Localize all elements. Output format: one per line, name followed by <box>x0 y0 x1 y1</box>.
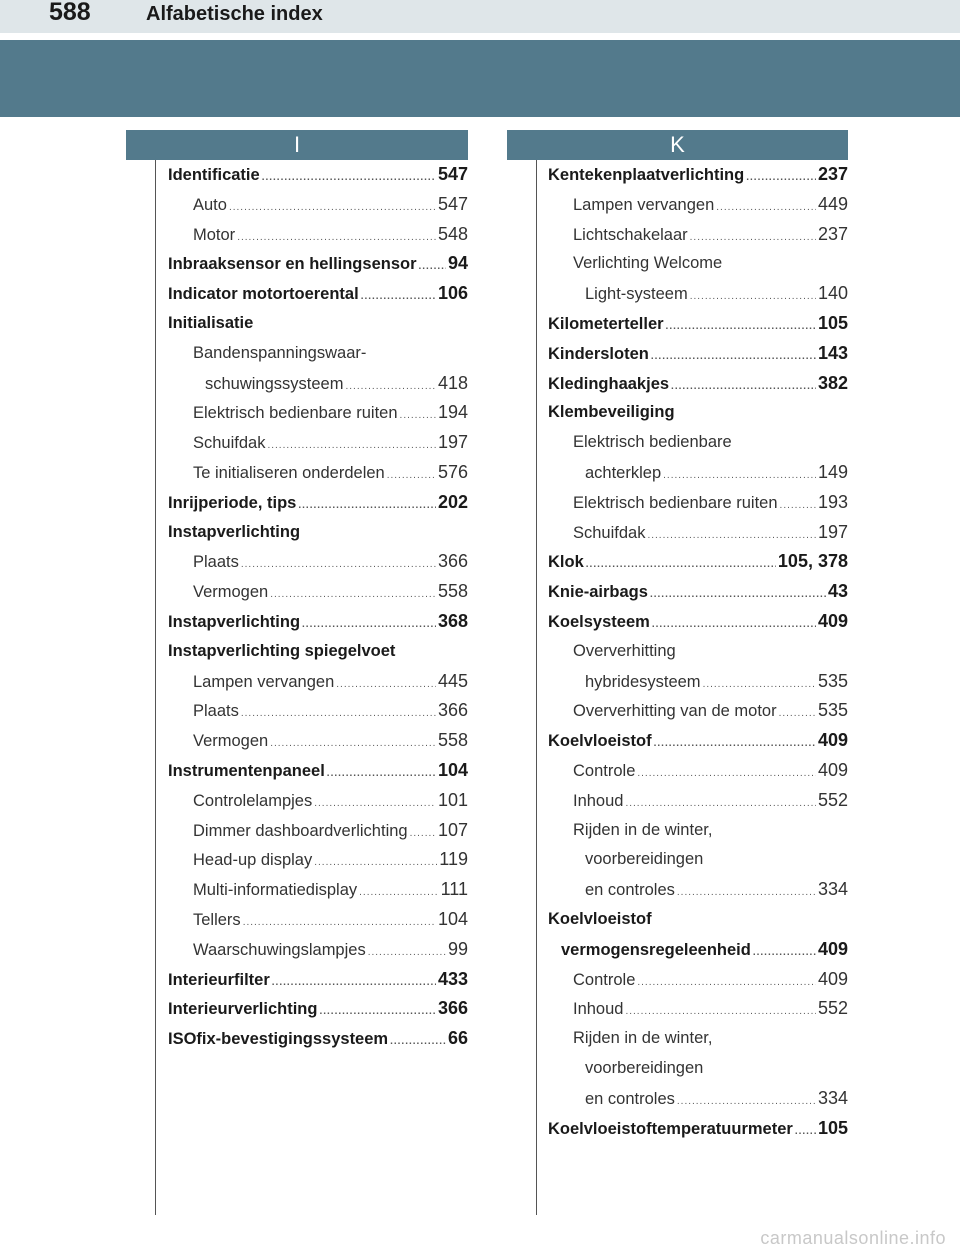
index-entry <box>548 1084 848 1114</box>
index-entry <box>548 756 848 786</box>
leader-dots <box>241 699 436 729</box>
leader-dots <box>267 431 435 461</box>
index-entry <box>168 428 468 458</box>
entry-label: Identificatie <box>168 166 260 184</box>
leader-dots <box>243 908 436 938</box>
index-entry <box>168 756 468 786</box>
entry-page-number[interactable]: 409 <box>817 610 848 631</box>
index-entry <box>548 518 848 548</box>
entry-label: Waarschuwingslampjes <box>193 940 366 959</box>
index-entry <box>168 935 468 965</box>
index-entry <box>548 696 848 726</box>
index-entry <box>548 994 848 1024</box>
index-entry <box>548 667 848 697</box>
entry-page-number[interactable]: 94 <box>447 253 468 274</box>
entry-label: Schuifdak <box>573 523 646 542</box>
entry-label: vermogensregeleenheid <box>561 940 751 959</box>
entry-page-number[interactable]: 366 <box>437 551 468 572</box>
entry-page-number[interactable]: 445 <box>437 670 468 691</box>
header-band <box>0 40 960 117</box>
entry-page-number[interactable]: 105, 378 <box>777 551 848 572</box>
index-entry <box>168 488 468 518</box>
index-entry <box>168 398 468 428</box>
index-entry <box>168 1024 468 1054</box>
page-title: Alfabetische index <box>146 3 323 25</box>
entry-label: hybridesysteem <box>585 672 701 691</box>
index-entry <box>168 339 468 369</box>
index-entry <box>168 875 468 905</box>
entry-page-number[interactable]: 558 <box>437 581 468 602</box>
leader-dots <box>677 1087 816 1117</box>
entry-label: Koelvloeistof <box>548 732 652 751</box>
entry-label: Bandenspanningswaar- <box>193 343 367 362</box>
entry-page-number[interactable]: 197 <box>437 432 468 453</box>
index-entry <box>168 249 468 279</box>
leader-dots <box>237 223 436 253</box>
entry-page-number[interactable]: 449 <box>817 193 848 214</box>
entry-label: Controle <box>573 761 636 780</box>
leader-dots <box>314 789 436 819</box>
index-entry <box>168 667 468 697</box>
entry-page-number[interactable]: 535 <box>817 700 848 721</box>
entry-label: Koelsysteem <box>548 612 650 631</box>
index-column-k <box>548 160 848 1143</box>
index-entry <box>548 249 848 279</box>
index-entry <box>548 607 848 637</box>
entry-label: Inrijperiode, tips <box>168 493 297 512</box>
index-entry <box>548 577 848 607</box>
leader-dots <box>359 878 438 908</box>
entry-label: voorbereidingen <box>585 850 704 869</box>
index-entry <box>548 786 848 816</box>
entry-label: Vermogen <box>193 732 269 751</box>
entry-label: Instrumentenpaneel <box>168 761 325 780</box>
entry-label: Multi-informatiedisplay <box>193 881 358 900</box>
leader-dots <box>666 312 816 342</box>
index-entry <box>548 726 848 756</box>
index-entry <box>168 547 468 577</box>
entry-label: Lichtschakelaar <box>573 225 688 244</box>
index-entry <box>548 547 848 577</box>
index-entry <box>548 339 848 369</box>
leader-dots <box>647 521 815 551</box>
entry-page-number[interactable]: 366 <box>437 700 468 721</box>
entry-label: Vermogen <box>193 583 269 602</box>
index-entry <box>168 577 468 607</box>
entry-label: Rijden in de winter, <box>573 820 713 839</box>
leader-dots <box>241 550 436 580</box>
index-entry <box>548 875 848 905</box>
leader-dots <box>586 550 776 580</box>
entry-page-number[interactable]: 99 <box>447 938 468 959</box>
index-entry <box>168 905 468 935</box>
entry-label: Kentekenplaatverlichting <box>548 166 745 184</box>
entry-page-number[interactable]: 237 <box>817 164 848 184</box>
entry-page-number[interactable]: 366 <box>437 998 468 1019</box>
index-entry <box>548 160 848 190</box>
index-entry <box>548 309 848 339</box>
leader-dots <box>419 252 446 282</box>
entry-label: Koelvloeistoftemperatuurmeter <box>548 1119 793 1138</box>
index-entry <box>548 428 848 458</box>
index-entry <box>168 160 468 190</box>
leader-dots <box>625 789 815 819</box>
entry-page-number[interactable]: 558 <box>437 730 468 751</box>
entry-page-number[interactable]: 409 <box>817 938 848 959</box>
leader-dots <box>298 491 436 521</box>
index-entry <box>168 845 468 875</box>
index-entry <box>548 190 848 220</box>
entry-label: achterklep <box>585 463 662 482</box>
index-entry <box>168 369 468 399</box>
leader-dots <box>650 580 826 610</box>
entry-page-number[interactable]: 382 <box>817 372 848 393</box>
column-rule-right <box>536 160 537 1215</box>
entry-label: Plaats <box>193 702 239 721</box>
entry-page-number[interactable]: 106 <box>437 283 468 304</box>
entry-label: Controle <box>573 970 636 989</box>
entry-label: Instapverlichting spiegelvoet <box>168 641 396 660</box>
entry-page-number[interactable]: 43 <box>827 581 848 602</box>
entry-label: Indicator motortoerental <box>168 285 359 304</box>
leader-dots <box>671 372 816 402</box>
entry-page-number[interactable]: 66 <box>447 1028 468 1049</box>
entry-page-number[interactable]: 552 <box>817 998 848 1019</box>
entry-label: schuwingssysteem <box>205 374 344 393</box>
entry-label: voorbereidingen <box>585 1058 704 1077</box>
entry-label: Elektrisch bedienbare <box>573 433 732 452</box>
entry-label: Lampen vervangen <box>573 195 715 214</box>
leader-dots <box>302 610 436 640</box>
entry-label: Klembeveiliging <box>548 403 675 422</box>
entry-page-number[interactable]: 548 <box>437 223 468 244</box>
entry-page-number[interactable]: 104 <box>437 908 468 929</box>
entry-label: Head-up display <box>193 851 313 870</box>
leader-dots <box>272 968 436 998</box>
entry-label: Inbraaksensor en hellingsensor <box>168 255 417 274</box>
entry-label: Elektrisch bedienbare ruiten <box>193 404 398 423</box>
entry-label: Kledinghaakjes <box>548 374 670 393</box>
entry-label: Interieurfilter <box>168 970 270 989</box>
leader-dots <box>703 670 816 700</box>
index-entry <box>548 369 848 399</box>
section-header-i: I <box>126 130 468 160</box>
entry-label: Lampen vervangen <box>193 672 335 691</box>
entry-page-number[interactable]: 368 <box>437 610 468 631</box>
index-entry <box>168 726 468 756</box>
entry-page-number[interactable]: 433 <box>437 968 468 989</box>
leader-dots <box>410 819 436 849</box>
entry-label: Auto <box>193 195 227 214</box>
entry-label: Knie-airbags <box>548 583 648 602</box>
entry-page-number[interactable]: 552 <box>817 789 848 810</box>
entry-label: Controlelampjes <box>193 791 313 810</box>
entry-page-number[interactable]: 140 <box>817 283 848 304</box>
entry-page-number[interactable]: 105 <box>817 1117 848 1138</box>
entry-label: Inhoud <box>573 1000 624 1019</box>
index-entry <box>548 935 848 965</box>
entry-page-number[interactable]: 107 <box>437 819 468 840</box>
index-entry <box>548 905 848 935</box>
index-entry <box>168 279 468 309</box>
leader-dots <box>780 491 816 521</box>
entry-page-number[interactable]: 104 <box>437 759 468 780</box>
index-entry <box>168 637 468 667</box>
index-entry <box>548 845 848 875</box>
index-entry <box>168 458 468 488</box>
entry-label: Koelvloeistof <box>548 909 652 928</box>
index-entry <box>548 220 848 250</box>
entry-label: Oververhitting <box>573 641 676 660</box>
leader-dots <box>652 610 816 640</box>
index-entry <box>548 279 848 309</box>
entry-label: Oververhitting van de motor <box>573 702 777 721</box>
index-entry <box>548 488 848 518</box>
entry-page-number[interactable]: 149 <box>817 461 848 482</box>
index-entry <box>168 518 468 548</box>
entry-label: Initialisatie <box>168 313 254 332</box>
entry-label: Interieurverlichting <box>168 1000 318 1019</box>
index-entry <box>168 309 468 339</box>
leader-dots <box>677 878 816 908</box>
entry-page-number[interactable]: 547 <box>437 193 468 214</box>
entry-label: Tellers <box>193 910 241 929</box>
entry-label: en controles <box>585 881 675 900</box>
entry-page-number[interactable]: 237 <box>817 223 848 244</box>
leader-dots <box>746 163 816 193</box>
entry-page-number[interactable]: 409 <box>817 730 848 751</box>
entry-page-number[interactable]: 334 <box>817 879 848 900</box>
leader-dots <box>319 997 436 1027</box>
watermark: carmanualsonline.info <box>760 1228 946 1248</box>
index-entry <box>168 190 468 220</box>
entry-label: ISOfix-bevestigingssysteem <box>168 1030 389 1049</box>
leader-dots <box>270 580 436 610</box>
entry-label: Plaats <box>193 553 239 572</box>
leader-dots <box>387 461 436 491</box>
index-entry <box>548 398 848 428</box>
index-entry <box>548 1114 848 1144</box>
index-entry <box>168 786 468 816</box>
entry-page-number[interactable]: 105 <box>817 312 848 333</box>
entry-page-number[interactable]: 418 <box>437 372 468 393</box>
entry-page-number[interactable]: 111 <box>440 879 468 900</box>
entry-label: Schuifdak <box>193 434 266 453</box>
entry-label: Klok <box>548 553 584 572</box>
column-rule-left <box>155 160 156 1215</box>
index-entry <box>168 220 468 250</box>
index-entry <box>168 607 468 637</box>
leader-dots <box>368 938 446 968</box>
index-entry <box>548 965 848 995</box>
leader-dots <box>336 670 436 700</box>
header-bar <box>0 0 960 33</box>
leader-dots <box>345 372 435 402</box>
index-entry <box>168 816 468 846</box>
entry-label: Light-systeem <box>585 285 688 304</box>
entry-label: Kindersloten <box>548 344 649 363</box>
leader-dots <box>270 729 436 759</box>
entry-label: Kilometerteller <box>548 314 664 333</box>
index-entry <box>168 965 468 995</box>
entry-page-number[interactable]: 409 <box>817 968 848 989</box>
leader-dots <box>795 1117 816 1147</box>
index-entry <box>548 1024 848 1054</box>
leader-dots <box>716 193 816 223</box>
entry-label: Instapverlichting <box>168 522 301 541</box>
entry-page-number[interactable]: 576 <box>437 461 468 482</box>
entry-page-number[interactable]: 547 <box>437 164 468 184</box>
entry-label: Verlichting Welcome <box>573 254 723 273</box>
index-entry <box>548 637 848 667</box>
leader-dots <box>654 729 816 759</box>
leader-dots <box>400 401 436 431</box>
entry-page-number[interactable]: 194 <box>437 402 468 423</box>
index-entry <box>548 816 848 846</box>
leader-dots <box>637 759 816 789</box>
entry-label: Motor <box>193 225 236 244</box>
entry-label: Inhoud <box>573 791 624 810</box>
entry-page-number[interactable]: 119 <box>439 849 468 870</box>
entry-label: Elektrisch bedienbare ruiten <box>573 493 778 512</box>
entry-page-number[interactable]: 535 <box>817 670 848 691</box>
index-entry <box>168 994 468 1024</box>
entry-page-number[interactable]: 197 <box>817 521 848 542</box>
entry-page-number[interactable]: 143 <box>817 342 848 363</box>
entry-page-number[interactable]: 409 <box>817 759 848 780</box>
leader-dots <box>753 938 816 968</box>
entry-label: Instapverlichting <box>168 612 301 631</box>
leader-dots <box>690 223 816 253</box>
entry-page-number[interactable]: 334 <box>817 1087 848 1108</box>
entry-label: Dimmer dashboardverlichting <box>193 821 408 840</box>
leader-dots <box>229 193 436 223</box>
page-number: 588 <box>49 0 91 26</box>
entry-label: en controles <box>585 1089 675 1108</box>
entry-label: Te initialiseren onderdelen <box>193 463 385 482</box>
index-entry <box>548 1054 848 1084</box>
index-column-i <box>168 160 468 1054</box>
leader-dots <box>262 163 436 193</box>
index-entry <box>548 458 848 488</box>
leader-dots <box>663 461 816 491</box>
entry-page-number[interactable]: 193 <box>817 491 848 512</box>
index-entry <box>168 696 468 726</box>
leader-dots <box>637 968 816 998</box>
leader-dots <box>314 848 437 878</box>
leader-dots <box>390 1027 446 1057</box>
leader-dots <box>779 699 816 729</box>
leader-dots <box>690 282 816 312</box>
leader-dots <box>625 997 815 1027</box>
entry-page-number[interactable]: 101 <box>437 789 468 810</box>
leader-dots <box>327 759 436 789</box>
leader-dots <box>361 282 436 312</box>
entry-page-number[interactable]: 202 <box>437 491 468 512</box>
entry-label: Rijden in de winter, <box>573 1029 713 1048</box>
section-header-k: K <box>507 130 848 160</box>
leader-dots <box>651 342 816 372</box>
